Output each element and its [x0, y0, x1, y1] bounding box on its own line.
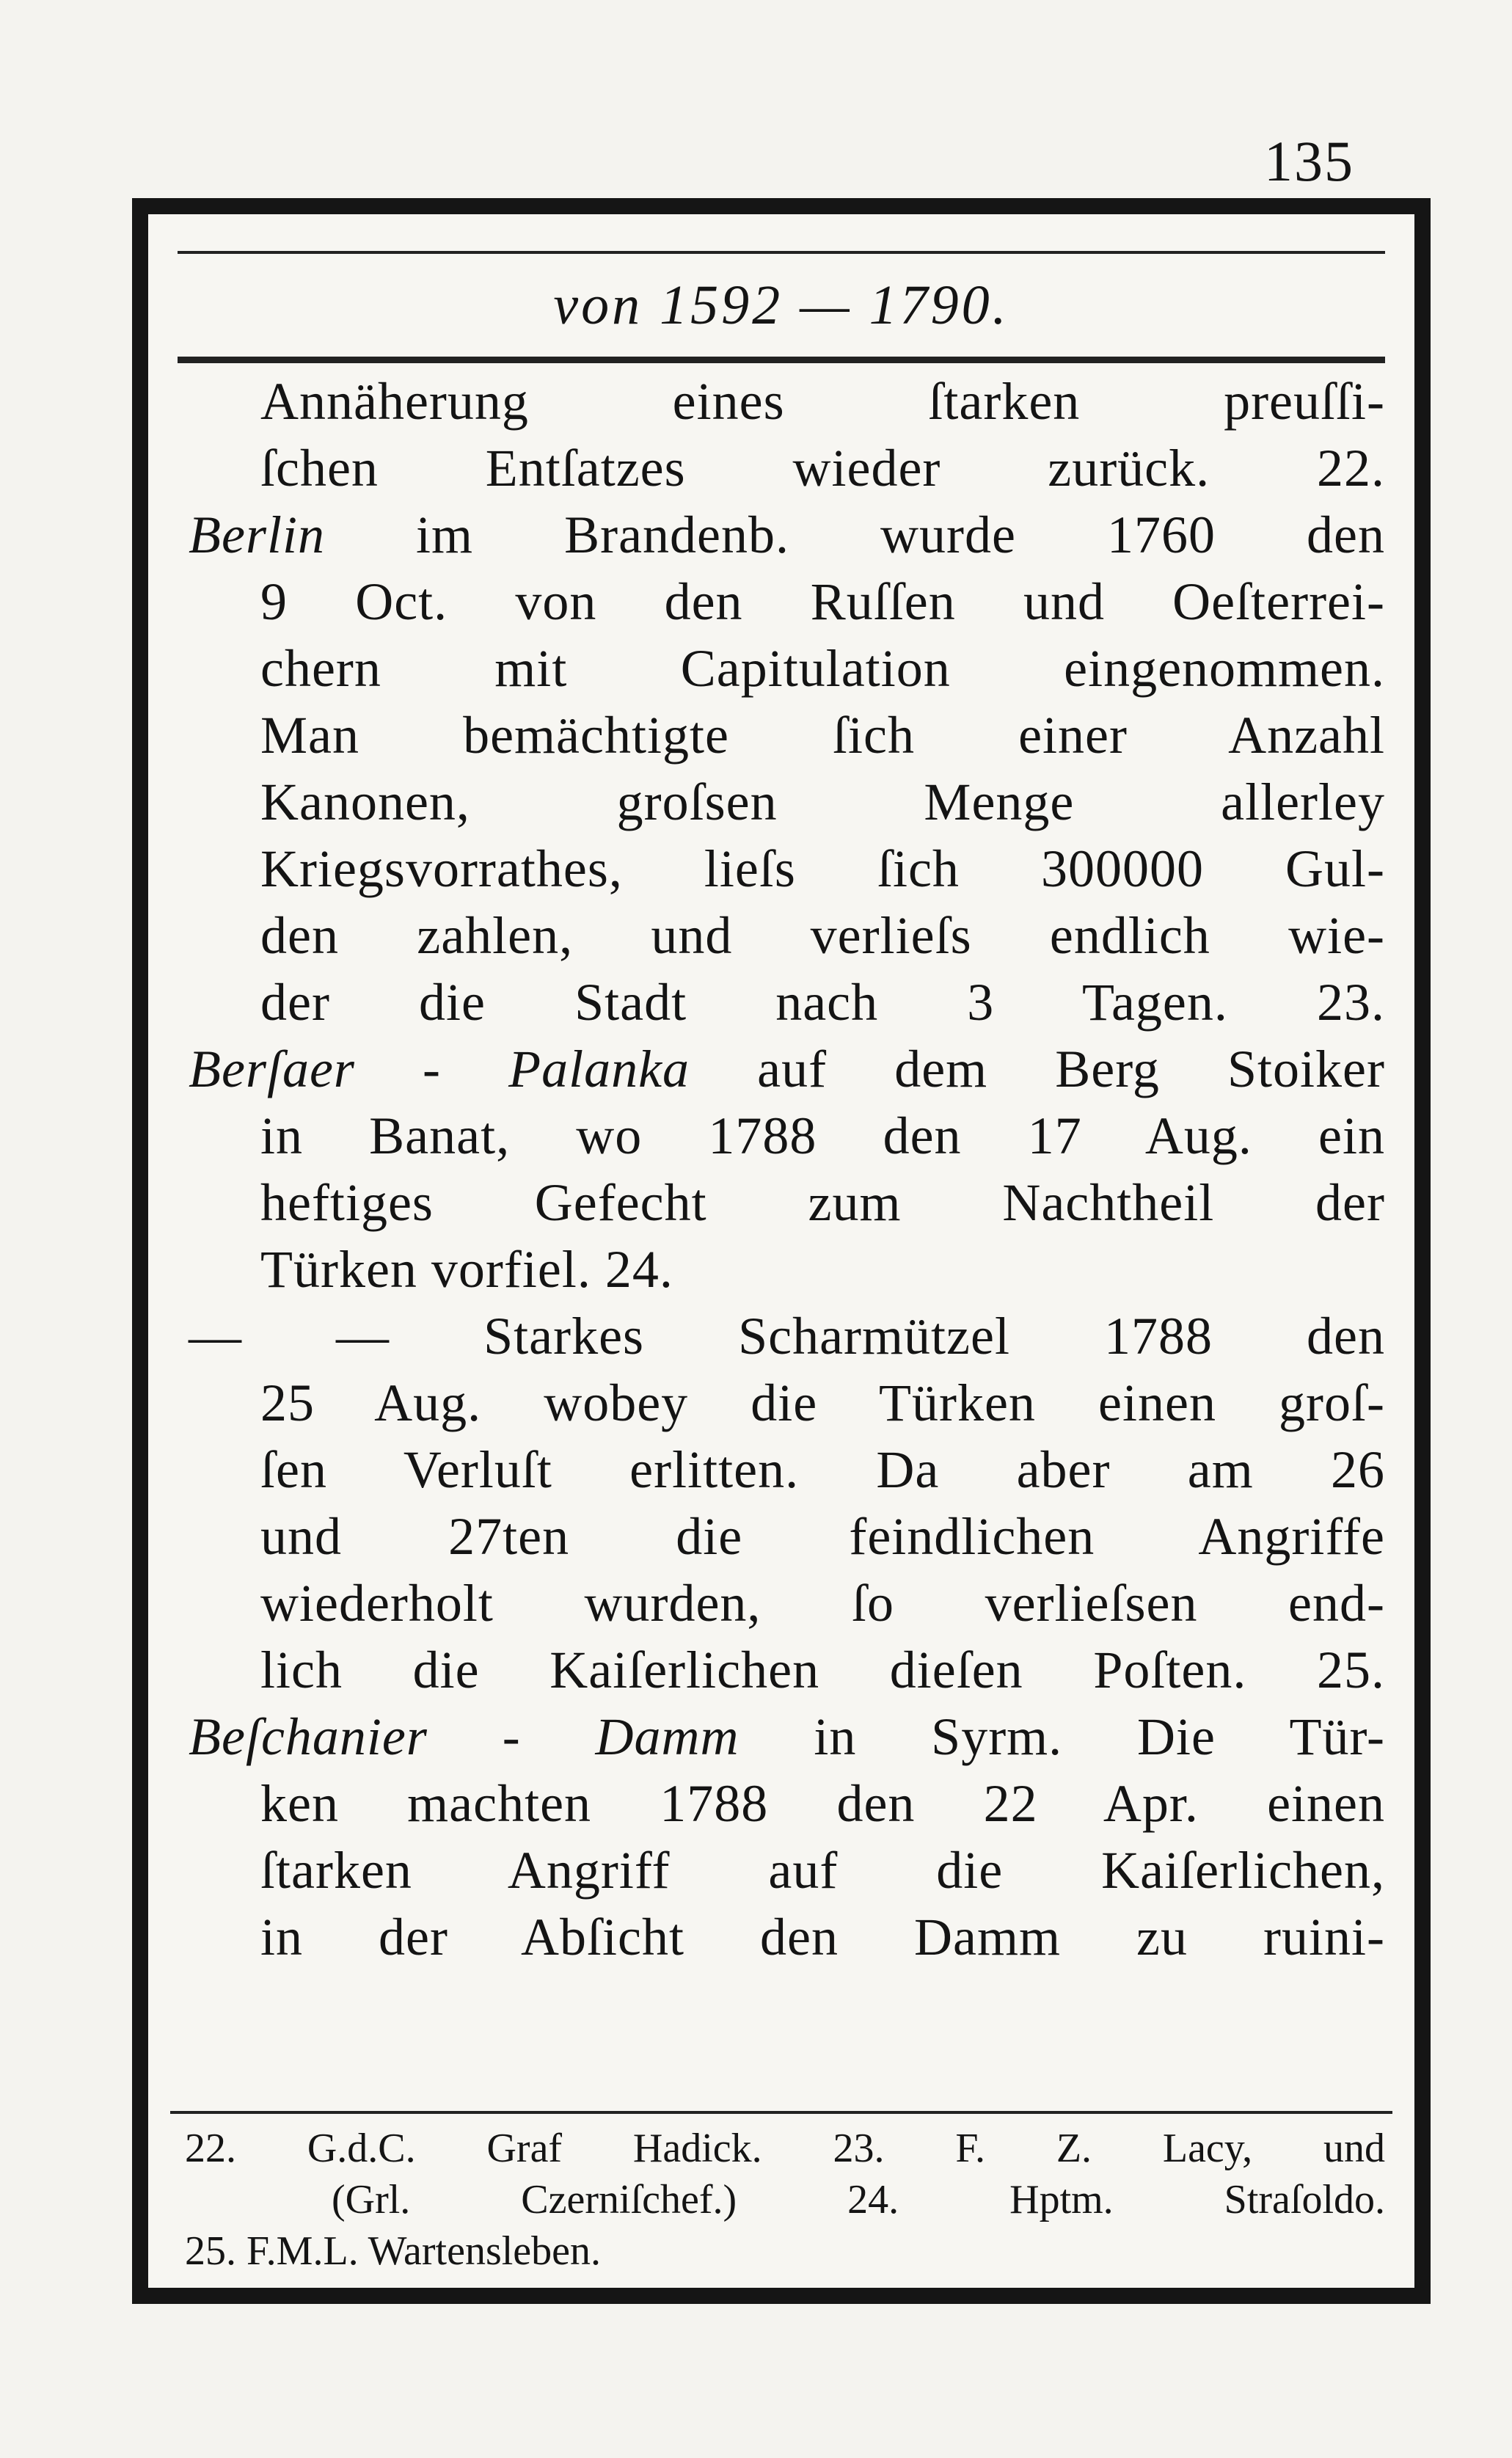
footnotes: [170, 2111, 1392, 2280]
text-line: Berſaer - Palanka auf dem Berg Stoiker: [189, 1040, 1385, 1098]
text-line: 25 Aug. wobey die Türken einen groſ-: [260, 1374, 1385, 1432]
text-line: 9 Oct. von den Ruſſen und Oeſterrei-: [260, 572, 1385, 631]
text-line: den zahlen, und verlieſs endlich wie-: [260, 906, 1385, 965]
footnote-line: 25. F.M.L. Wartensleben.: [185, 2228, 601, 2274]
text-line: in der Abſicht den Damm zu ruini-: [260, 1908, 1385, 1966]
text-line: Türken vorfiel. 24.: [260, 1240, 673, 1299]
text-line: chern mit Capitulation eingenommen.: [260, 639, 1385, 698]
text-line: Kriegsvorrathes, lieſs ſich 300000 Gul-: [260, 839, 1385, 898]
body-text: [189, 368, 1385, 2166]
text-line: ſen Verluſt erlitten. Da aber am 26: [260, 1440, 1385, 1499]
text-line: Beſchanier - Damm in Syrm. Die Tür-: [189, 1707, 1385, 1766]
text-line: ſtarken Angriff auf die Kaiſerlichen,: [260, 1841, 1385, 1900]
text-line: Annäherung eines ſtarken preuſſi-: [260, 372, 1385, 431]
text-line: und 27ten die feindlichen Angriffe: [260, 1507, 1385, 1566]
text-line: Berlin im Brandenb. wurde 1760 den: [189, 506, 1385, 564]
lemma-headword: Berlin: [189, 506, 325, 564]
lemma-headword: Berſaer - Palanka: [189, 1040, 690, 1098]
text-line: wiederholt wurden, ſo verlieſsen end-: [260, 1574, 1385, 1633]
text-line: lich die Kaiſerlichen dieſen Poſten. 25.: [260, 1641, 1385, 1699]
text-line: Kanonen, groſsen Menge allerley: [260, 773, 1385, 831]
lemma-headword: Beſchanier - Damm: [189, 1707, 739, 1766]
text-line: Man bemächtigte ſich einer Anzahl: [260, 706, 1385, 765]
text-line: in Banat, wo 1788 den 17 Aug. ein: [260, 1106, 1385, 1165]
running-header: von 1592 — 1790.: [178, 251, 1385, 363]
page-frame: [132, 198, 1431, 2304]
text-line: der die Stadt nach 3 Tagen. 23.: [260, 973, 1385, 1032]
text-line: heftiges Gefecht zum Nachtheil der: [260, 1173, 1385, 1232]
text-line: ſchen Entſatzes wieder zurück. 22.: [260, 439, 1385, 497]
page-number: 135: [1264, 129, 1354, 193]
footnote-line: (Grl. Czerniſchef.) 24. Hptm. Straſoldo.: [332, 2177, 1385, 2222]
footnote-line: 22. G.d.C. Graf Hadick. 23. F. Z. Lacy, und: [185, 2126, 1385, 2171]
text-line: — — Starkes Scharmützel 1788 den: [189, 1307, 1385, 1365]
text-line: ken machten 1788 den 22 Apr. einen: [260, 1774, 1385, 1833]
